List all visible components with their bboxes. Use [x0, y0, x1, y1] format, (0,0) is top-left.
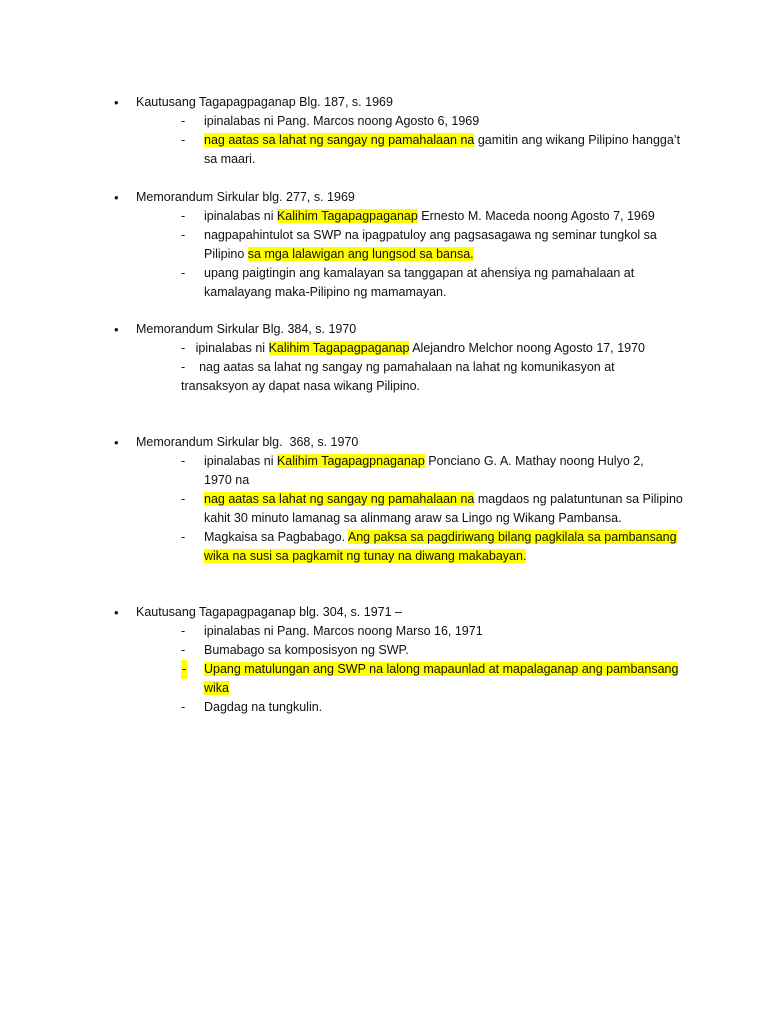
list-item-text: ipinalabas ni Pang. Marcos noong Agosto 6, 1969 [204, 114, 480, 128]
dash-marker: - [181, 660, 187, 679]
highlighted-text: Upang matulungan ang SWP na lalong mapaunlad at mapalaganap ang pambansang wika [204, 662, 679, 695]
dash-marker: - [181, 266, 186, 280]
list-item-text: Bumabago sa komposisyon ng SWP. [204, 643, 409, 657]
bullet-marker: • [114, 322, 119, 337]
list-item [0, 131, 768, 169]
section-heading-line [0, 320, 768, 339]
list-item [0, 660, 768, 698]
list-item [0, 207, 768, 226]
section-eo-187 [0, 93, 768, 169]
list-item [0, 452, 768, 490]
highlighted-text: nag aatas sa lahat ng sangay ng pamahalaan na [204, 133, 475, 147]
dash-marker: - [181, 360, 186, 374]
list-item-text: upang paigtingin ang kamalayan sa tanggapan at ahensiya ng pamahalaan at kamalayang maka-Pilipino ng mamamayan. [204, 266, 635, 299]
list-item-continuation [0, 377, 768, 396]
highlighted-text: Ang paksa sa pagdiriwang bilang pagkilala sa pambansang wika na susi sa pagkamit ng tunay na diwang makabayan. [204, 530, 677, 563]
list-item-text: ipinalabas ni Kalihim Tagapagpaganap Ernesto M. Maceda noong Agosto 7, 1969 [204, 209, 655, 223]
section-ms-384 [0, 320, 768, 396]
list-item [0, 226, 768, 264]
list-item [0, 339, 768, 358]
dash-marker: - [181, 454, 186, 468]
list-item-text: nag aatas sa lahat ng sangay ng pamahalaan na magdaos ng palatuntunan sa Pilipino kahit 30 minuto lamanag sa alinmang araw sa Lingo ng Wikang Pambansa. [204, 492, 683, 525]
section-eo-304 [0, 603, 768, 717]
dash-marker: - [181, 341, 186, 355]
list-item-text [204, 660, 684, 698]
list-item-text: ipinalabas ni Kalihim Tagapagpnaganap Ponciano G. A. Mathay noong Hulyo 2, 1970 na [204, 454, 644, 487]
dash-marker: - [181, 133, 186, 147]
section-ms-277 [0, 188, 768, 302]
highlighted-text: Kalihim Tagapagpnaganap [276, 454, 425, 468]
list-item [0, 622, 768, 641]
list-item-text: - nag aatas sa lahat ng sangay ng pamahalaan na lahat ng komunikasyon at [181, 360, 615, 374]
dash-marker: - [181, 114, 186, 128]
list-item-text: nag aatas sa lahat ng sangay ng pamahalaan na gamitin ang wikang Pilipino hangga’t sa maari. [204, 133, 681, 166]
dash-marker: - [181, 228, 186, 242]
highlighted-text: sa mga lalawigan ang lungsod sa bansa. [247, 247, 474, 261]
dash-marker: - [181, 700, 186, 714]
bullet-marker: • [114, 190, 119, 205]
list-item [0, 528, 768, 566]
dash-marker: - [181, 643, 186, 657]
bullet-marker: • [114, 605, 119, 620]
list-item-text: Magkaisa sa Pagbabago. Ang paksa sa pagdiriwang bilang pagkilala sa pambansang wika na susi sa pagkamit ng tunay na diwang makabayan. [204, 530, 677, 563]
section-heading: Memorandum Sirkular Blg. 384, s. 1970 [136, 322, 357, 336]
list-item [0, 264, 768, 302]
list-item-text: nagpapahintulot sa SWP na ipagpatuloy ang pagsasagawa ng seminar tungkol sa Pilipino sa mga lalawigan ang lungsod sa bansa. [204, 228, 657, 261]
list-item [0, 358, 768, 377]
section-heading-line [0, 603, 768, 622]
section-heading-line [0, 433, 768, 452]
section-heading-line [0, 188, 768, 207]
section-heading: Kautusang Tagapagpaganap Blg. 187, s. 1969 [136, 95, 393, 109]
list-item [0, 112, 768, 131]
highlighted-text: Kalihim Tagapagpaganap [276, 209, 418, 223]
section-heading: Memorandum Sirkular blg. 368, s. 1970 [136, 435, 359, 449]
dash-marker: - [181, 624, 186, 638]
section-heading-line [0, 93, 768, 112]
dash-marker: - [181, 209, 186, 223]
section-ms-368 [0, 433, 768, 566]
highlighted-text: nag aatas sa lahat ng sangay ng pamahalaan na [204, 492, 475, 506]
section-heading: Memorandum Sirkular blg. 277, s. 1969 [136, 190, 355, 204]
list-item-text: transaksyon ay dapat nasa wikang Pilipino. [181, 379, 421, 393]
list-item-text: Dagdag na tungkulin. [204, 700, 323, 714]
list-item [0, 641, 768, 660]
list-item [0, 698, 768, 717]
section-heading: Kautusang Tagapagpaganap blg. 304, s. 1971 – [136, 605, 402, 619]
list-item-text: - ipinalabas ni Kalihim Tagapagpaganap Alejandro Melchor noong Agosto 17, 1970 [181, 341, 646, 355]
bullet-marker: • [114, 95, 119, 110]
list-item-text: ipinalabas ni Pang. Marcos noong Marso 16, 1971 [204, 624, 483, 638]
highlighted-text: Kalihim Tagapagpaganap [268, 341, 410, 355]
list-item [0, 490, 768, 528]
dash-marker: - [181, 530, 186, 544]
dash-marker: - [181, 492, 186, 506]
bullet-marker: • [114, 435, 119, 450]
